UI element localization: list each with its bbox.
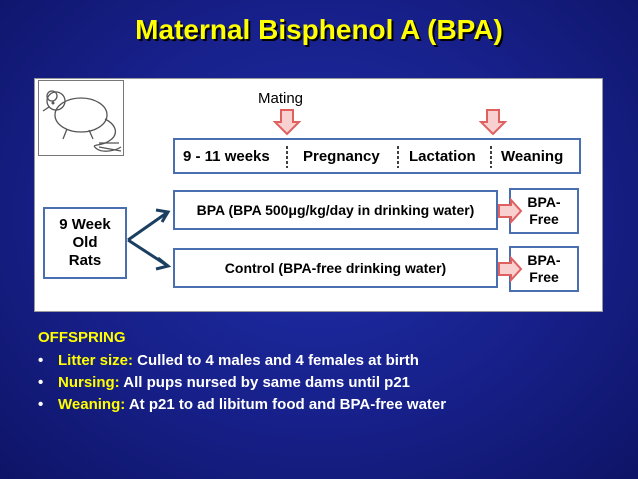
list-item: • Nursing: All pups nursed by same dams until p21 (38, 372, 446, 394)
slide-title: Maternal Bisphenol A (BPA) (135, 14, 503, 45)
list-item: • Weaning: At p21 to ad libitum food and BPA-free water (38, 394, 446, 416)
branch-arrow-up (128, 212, 168, 240)
bpa-outcome-line-1: BPA- (527, 194, 561, 210)
offspring-heading: OFFSPRING (38, 329, 126, 346)
bullet-icon: • (38, 396, 44, 413)
control-outcome-line-1: BPA- (527, 252, 561, 268)
mating-arrow-down-icon (275, 110, 299, 134)
mating-label: Mating (258, 90, 304, 107)
timeline-weaning: Weaning (501, 147, 564, 165)
bullet-icon: • (38, 352, 44, 369)
offspring-list (38, 350, 446, 416)
list-item: • Litter size: Culled to 4 males and 4 females at birth (38, 350, 446, 372)
timeline-weeks: 9 - 11 weeks (183, 147, 270, 165)
control-group-box: Control (BPA-free drinking water) (173, 248, 498, 288)
bpa-outcome-line-2: Free (529, 211, 559, 227)
control-outcome-line-2: Free (529, 269, 559, 285)
timeline-lactation: Lactation (409, 147, 476, 165)
start-line-3: Rats (68, 252, 102, 269)
bpa-arrow-right-icon (499, 200, 521, 222)
start-line-1: 9 Week (59, 216, 111, 233)
timeline-pregnancy: Pregnancy (303, 147, 380, 165)
start-line-2: Old (72, 234, 98, 251)
weaning-arrow-down-icon (481, 110, 505, 134)
bpa-group-box: BPA (BPA 500μg/kg/day in drinking water) (173, 190, 498, 230)
bullet-icon: • (38, 374, 44, 391)
control-arrow-right-icon (499, 258, 521, 280)
